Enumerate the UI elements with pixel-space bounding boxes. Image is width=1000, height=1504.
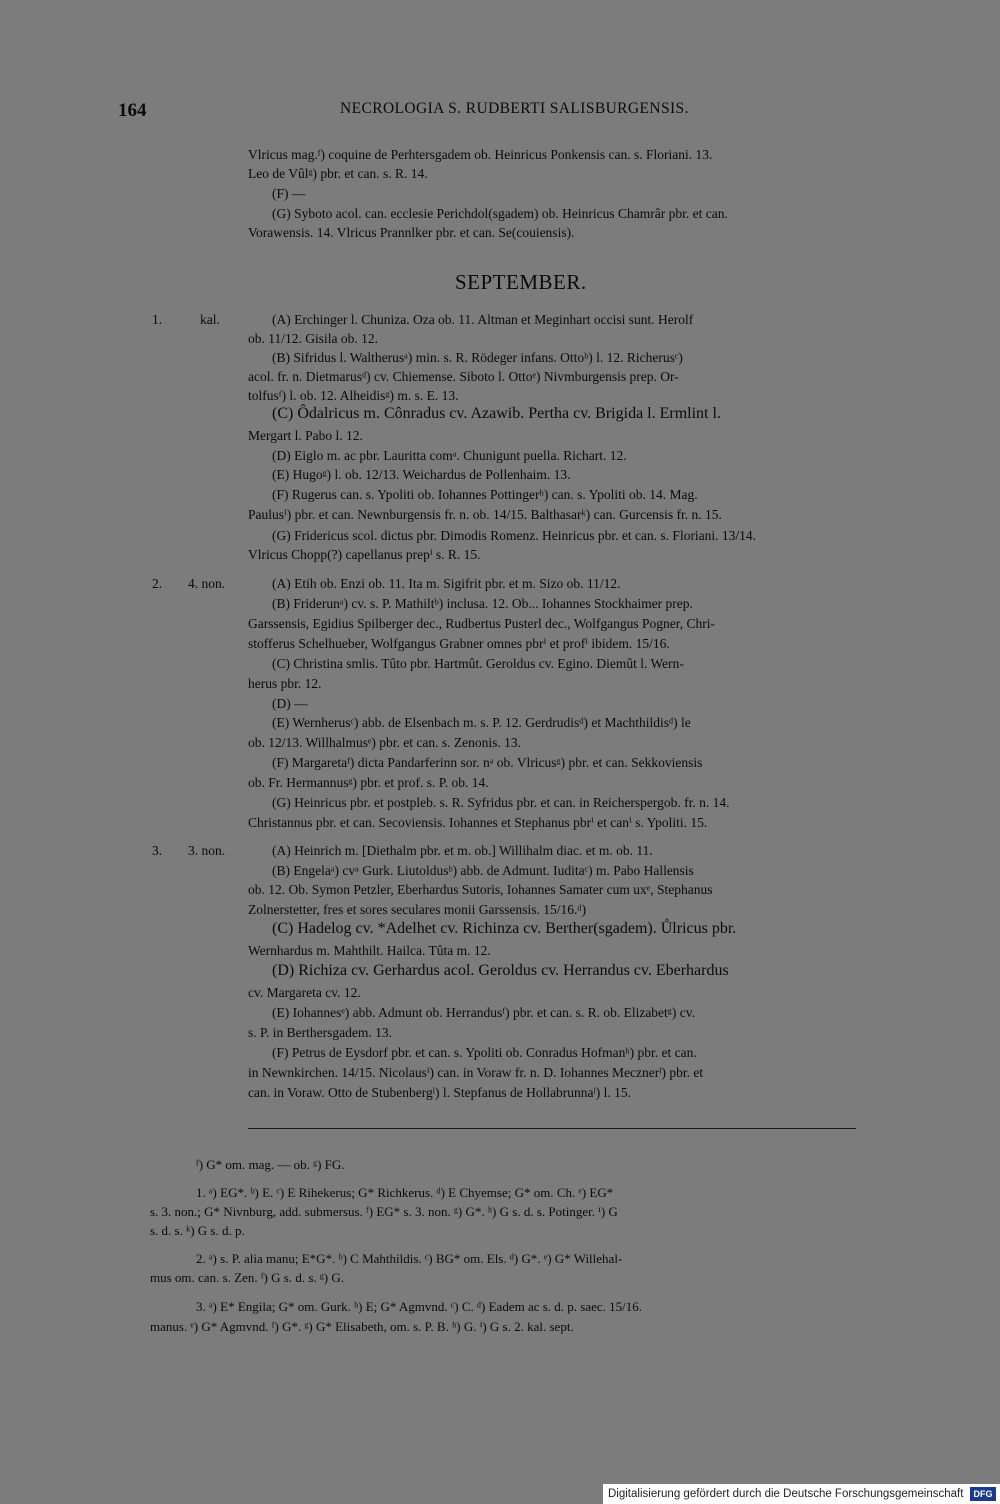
text-line: (G) Syboto acol. can. ecclesie Perichdol(sgadem) ob. Heinricus Chamrâr pbr. et can. — [272, 206, 728, 221]
entry-line: ob. Fr. Hermannusᵍ) pbr. et prof. s. P. ob. 14. — [248, 775, 489, 790]
roman-date: kal. — [200, 312, 220, 327]
entry-line: (F) Margaretaᶠ) dicta Pandarferinn sor. nᵃ ob. Vlricusᵍ) pbr. et can. Sekkoviensis — [272, 755, 703, 770]
entry-line: ob. 12/13. Willhalmusᵉ) pbr. et can. s. Zenonis. 13. — [248, 735, 522, 750]
entry-line: Wernhardus m. Mahthilt. Hailca. Tûta m. 12. — [248, 943, 491, 958]
entry-line: Garssensis, Egidius Spilberger dec., Rudbertus Pusterl dec., Wolfgangus Pogner, Chri- — [248, 616, 715, 631]
entry-line: (E) Hugoᵍ) l. ob. 12/13. Weichardus de Pollenhaim. 13. — [272, 467, 571, 482]
roman-date: 4. non. — [188, 576, 226, 591]
entry-line: (A) Heinrich m. [Diethalm pbr. et m. ob.] Willihalm diac. et m. ob. 11. — [272, 843, 653, 858]
footnote-line: 3. ᵃ) E* Engila; G* om. Gurk. ᵇ) E; G* Agmvnd. ᶜ) C. ᵈ) Eadem ac s. d. p. saec. 15/16. — [196, 1299, 643, 1314]
entry-line: (F) Rugerus can. s. Ypoliti ob. Iohannes Pottingerʰ) can. s. Ypoliti ob. 14. Mag. — [272, 487, 698, 502]
entry-line: (B) Sifridus l. Waltherusᵃ) min. s. R. Rödeger infans. Ottoᵇ) l. 12. Richerusᶜ) — [272, 350, 683, 365]
text-line: Vorawensis. 14. Vlricus Prannlker pbr. et can. Se(couiensis). — [248, 225, 575, 240]
footnote-line: s. d. s. ᵏ) G s. d. p. — [150, 1223, 245, 1238]
footnote-line: 2. ᵃ) s. P. alia manu; E*G*. ᵇ) C Mahthildis. ᶜ) BG* om. Els. ᵈ) G*. ᵉ) G* Willehal- — [196, 1251, 623, 1266]
footnote-line: s. 3. non.; G* Nivnburg, add. submersus. ᶠ) EG* s. 3. non. ᵍ) G*. ʰ) G s. d. s. Potinger. ⁱ) G — [150, 1204, 618, 1219]
entry-line: (C) Christina smlis. Tûto pbr. Hartmût. Geroldus cv. Egino. Diemût l. Wern- — [272, 656, 684, 671]
entry-line: can. in Voraw. Otto de Stubenbergˡ) l. Stepfanus de Hollabrunnaˡ) l. 15. — [248, 1085, 632, 1100]
entry-line: Paulusⁱ) pbr. et can. Newnburgensis fr. n. ob. 14/15. Balthasarᵏ) can. Gurcensis fr. n. 15. — [248, 507, 722, 522]
digitization-banner — [603, 1484, 1000, 1504]
entry-line: s. P. in Berthersgadem. 13. — [248, 1025, 392, 1040]
footnote-line: ᶠ) G* om. mag. — ob. ᵍ) FG. — [196, 1157, 345, 1172]
footnote-line: mus om. can. s. Zen. ᶠ) G s. d. s. ᵍ) G. — [150, 1270, 345, 1285]
footnote-line: 1. ᵃ) EG*. ᵇ) E. ᶜ) E Rihekerus; G* Richkerus. ᵈ) E Chyemse; G* om. Ch. ᵉ) EG* — [196, 1185, 614, 1200]
entry-line: (A) Erchinger l. Chuniza. Oza ob. 11. Altman et Meginhart occisi sunt. Herolf — [272, 312, 694, 327]
banner-text: Digitalisierung gefördert durch die Deutsche Forschungsgemeinschaft — [608, 1488, 964, 1500]
entry-line: Zolnerstetter, fres et sores seculares monii Garssensis. 15/16.ᵈ) — [248, 902, 587, 917]
entry-line: stofferus Schelhueber, Wolfgangus Grabner omnes pbrⁱ et profⁱ ibidem. 15/16. — [248, 636, 670, 651]
entry-line: (C) Ôdalricus m. Cônradus cv. Azawib. Pertha cv. Brigida l. Ermlint l. — [272, 405, 721, 422]
entry-line: (G) Heinricus pbr. et postpleb. s. R. Syfridus pbr. et can. in Reicherspergob. fr. n. 14. — [272, 795, 730, 810]
footnote-line: manus. ᵉ) G* Agmvnd. ᶠ) G*. ᵍ) G* Elisabeth, om. s. P. B. ʰ) G. ⁱ) G s. 2. kal. sept. — [150, 1319, 574, 1334]
day-number: 2. — [152, 576, 163, 591]
page-number: 164 — [118, 100, 147, 121]
footnote-separator — [248, 1128, 856, 1129]
entry-line: (F) Petrus de Eysdorf pbr. et can. s. Ypoliti ob. Conradus Hofmanʰ) pbr. et can. — [272, 1045, 697, 1060]
entry-line: (B) Engelaᵃ) cvᵃ Gurk. Liutoldusᵇ) abb. de Admunt. Iuditaᶜ) m. Pabo Hallensis — [272, 863, 694, 878]
entry-line: ob. 11/12. Gisila ob. 12. — [248, 331, 378, 346]
entry-line: (C) Hadelog cv. *Adelhet cv. Richinza cv. Berther(sgadem). Ůlricus pbr. — [272, 920, 737, 937]
entry-line: Christannus pbr. et can. Secoviensis. Iohannes et Stephanus pbrⁱ et canⁱ s. Ypoliti. 15. — [248, 815, 708, 830]
entry-line: (B) Friderunᵃ) cv. s. P. Mathiltᵇ) inclusa. 12. Ob... Iohannes Stockhaimer prep. — [272, 596, 693, 611]
dfg-logo-icon: DFG — [970, 1487, 996, 1501]
entry-line: (D) — — [272, 696, 308, 711]
text-line: Leo de Vûlᵍ) pbr. et can. s. R. 14. — [248, 166, 428, 181]
day-number: 3. — [152, 843, 163, 858]
roman-date: 3. non. — [188, 843, 226, 858]
entry-line: cv. Margareta cv. 12. — [248, 985, 361, 1000]
text-line: (F) — — [272, 186, 306, 201]
running-head: NECROLOGIA S. RUDBERTI SALISBURGENSIS. — [340, 100, 689, 117]
entry-line: Mergart l. Pabo l. 12. — [248, 428, 363, 443]
entry-line: Vlricus Chopp(?) capellanus prepⁱ s. R. 15. — [248, 547, 481, 562]
entry-line: herus pbr. 12. — [248, 676, 322, 691]
entry-line: tolfusᶠ) l. ob. 12. Alheidisᵍ) m. s. E. 13. — [248, 388, 459, 403]
text-line: Vlricus mag.ᶠ) coquine de Perhtersgadem ob. Heinricus Ponkensis can. s. Floriani. 13. — [248, 147, 713, 162]
entry-line: (E) Iohannesᵉ) abb. Admunt ob. Herrandusᶠ) pbr. et can. s. R. ob. Elizabetᵍ) cv. — [272, 1005, 695, 1020]
entry-line: (G) Fridericus scol. dictus pbr. Dimodis Romenz. Heinricus pbr. et can. s. Floriani. 13/14. — [272, 528, 757, 543]
entry-line: (E) Wernherusᶜ) abb. de Elsenbach m. s. P. 12. Gerdrudisᵈ) et Machthildisᵈ) le — [272, 715, 691, 730]
entry-line: (A) Etih ob. Enzi ob. 11. Ita m. Sigifrit pbr. et m. Sizo ob. 11/12. — [272, 576, 621, 591]
entry-line: (D) Richiza cv. Gerhardus acol. Geroldus cv. Herrandus cv. Eberhardus — [272, 962, 729, 979]
entry-line: in Newnkirchen. 14/15. Nicolausⁱ) can. in Voraw fr. n. D. Iohannes Mecznerˡ) pbr. et — [248, 1065, 704, 1080]
entry-line: acol. fr. n. Dietmarusᵈ) cv. Chiemense. Siboto l. Ottoᵉ) Nivmburgensis prep. Or- — [248, 369, 679, 384]
entry-line: (D) Eiglo m. ac pbr. Lauritta comᵃ. Chunigunt puella. Richart. 12. — [272, 448, 627, 463]
section-title: SEPTEMBER. — [455, 270, 587, 294]
entry-line: ob. 12. Ob. Symon Petzler, Eberhardus Sutoris, Iohannes Samater cum uxᵉ, Stephanus — [248, 882, 713, 897]
day-number: 1. — [152, 312, 163, 327]
